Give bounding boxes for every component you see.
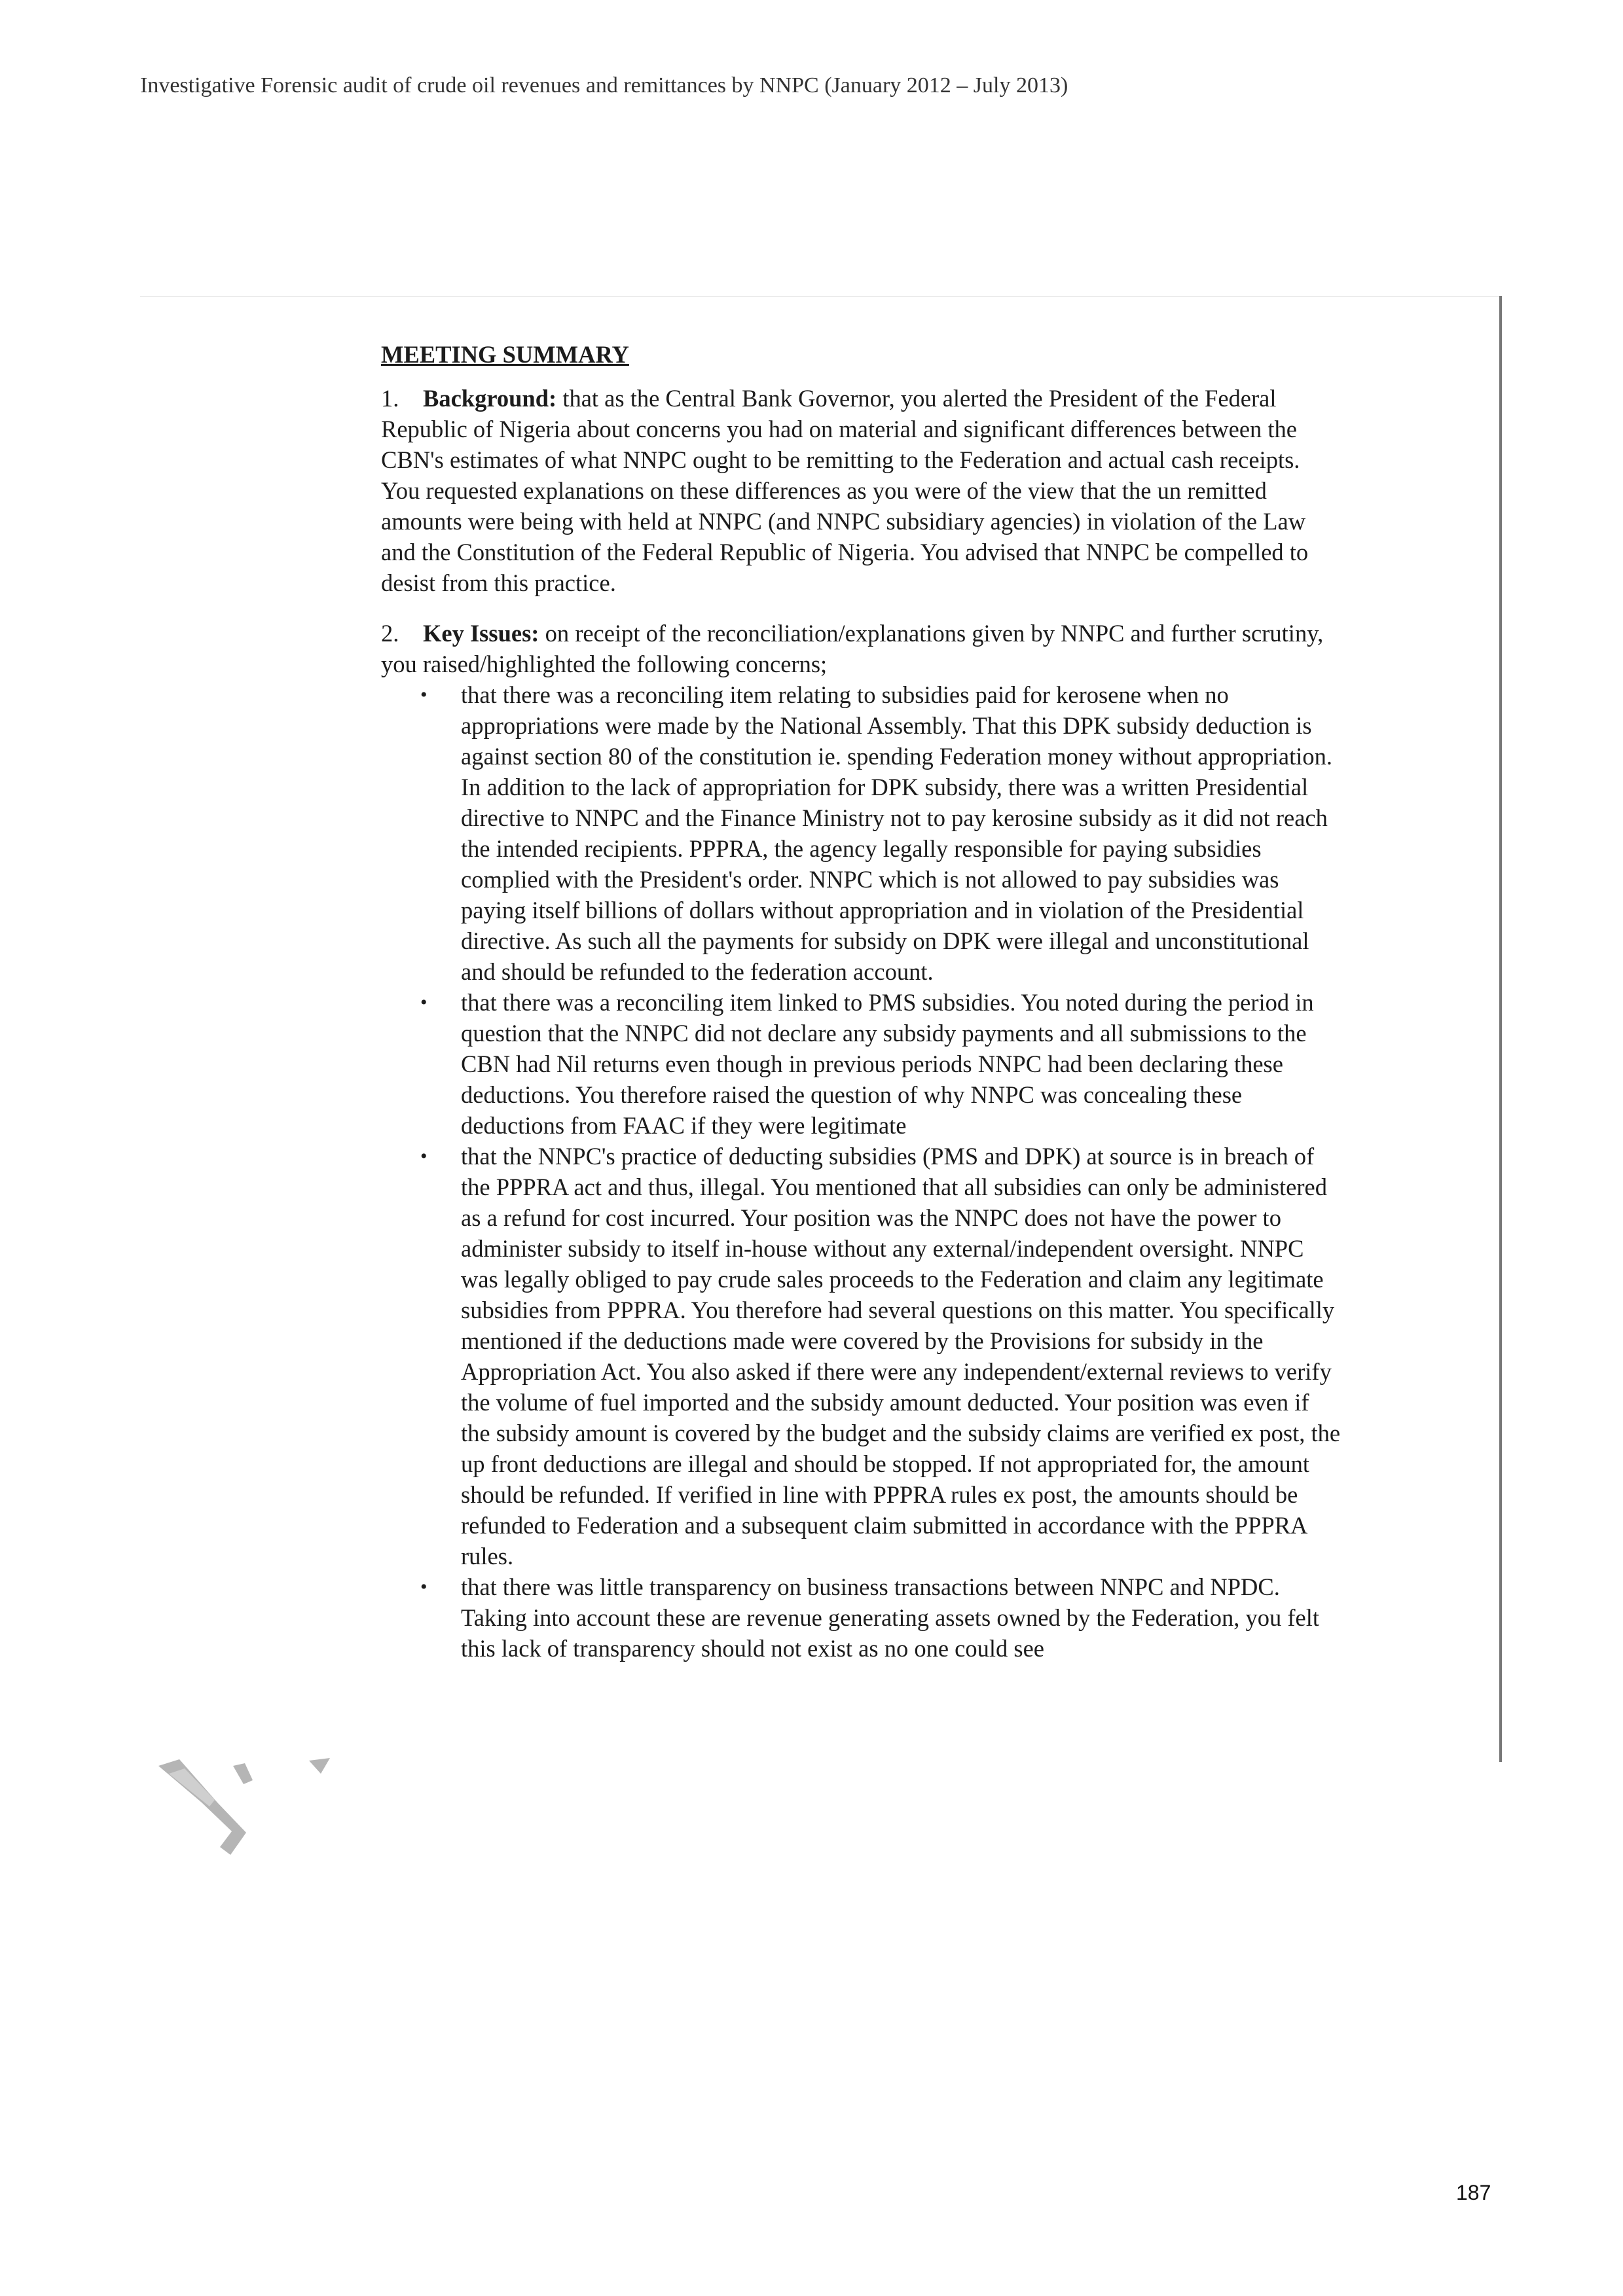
list-item-text: that there was a reconciling item relating to subsidies paid for kerosene when no appropriations were made by the National Assembly. That this DPK subsidy deduction is against section 80 of the constitution ie. spending Federation money without appropriation. In addition to the lack of appropriation for DPK subsidy, there was a written Presidential directive to NNPC and the Finance Ministry not to pay kerosine subsidy as it did not reach the intended recipients. PPPRA, the agency legally responsible for paying subsidies complied with the President's order. NNPC which is not allowed to pay subsidies was paying itself billions of dollars without appropriation and in violation of the Presidential directive. As such all the payments for subsidy on DPK were illegal and unconstitutional and should be refunded to the federation account. bbox=[461, 681, 1332, 985]
bullet-icon: • bbox=[420, 1576, 428, 1598]
list-item-text: that there was a reconciling item linked to PMS subsidies. You noted during the period in question that the NNPC did not declare any subsidy payments and all submissions to the CBN had Nil returns even though in previous periods NNPC had been declaring these deductions. You therefore raised the question of why NNPC was concealing these deductions from FAAC if they were legitimate bbox=[461, 989, 1314, 1139]
list-item-text: that the NNPC's practice of deducting subsidies (PMS and DPK) at source is in breach of the PPPRA act and thus, illegal. You mentioned that all subsidies can only be administered as a refund for cost incurred. Your position was the NNPC does not have the power to administer subsidy to itself in-house without any external/independent oversight. NNPC was legally obliged to pay crude sales proceeds to the Federation and claim any legitimate subsidies from PPPRA. You therefore had several questions on this matter. You specifically mentioned if the deductions made were covered by the Provisions for subsidy in the Appropriation Act. You also asked if there were any independent/external reviews to verify the volume of fuel imported and the subsidy amount deducted. Your position was even if the subsidy amount is covered by the budget and the subsidy claims are verified ex post, the up front deductions are illegal and should be stopped. If not appropriated for, the amount should be refunded. If verified in line with PPPRA rules ex post, the amounts should be refunded to Federation and a subsequent claim submitted in accordance with the PPPRA rules. bbox=[461, 1143, 1341, 1570]
section-number: 2. bbox=[381, 620, 399, 647]
meeting-summary-letter bbox=[381, 339, 1343, 1664]
section-text: that as the Central Bank Governor, you alerted the President of the Federal Republic of Nigeria about concerns you had on material and significant differences between the CBN's estimates of what NNPC ought to be remitting to the Federation and actual cash receipts. You requested explanations on these differences as you were of the view that the un remitted amounts were being with held at NNPC (and NNPC subsidiary agencies) in violation of the Law and the Constitution of the Federal Republic of Nigeria. You advised that NNPC be compelled to desist from this practice. bbox=[381, 385, 1309, 596]
section-key-issues bbox=[381, 618, 1343, 679]
section-label: Background: bbox=[423, 385, 557, 412]
bullet-icon: • bbox=[420, 1145, 428, 1167]
scan-top-edge bbox=[140, 296, 1499, 297]
section-background bbox=[381, 383, 1343, 598]
section-number: 1. bbox=[381, 385, 399, 412]
page-number: 187 bbox=[1456, 2181, 1491, 2204]
bullet-icon: • bbox=[420, 992, 428, 1013]
list-item bbox=[420, 987, 1343, 1141]
section-text: on receipt of the reconciliation/explanations given by NNPC and further scrutiny, you raised/highlighted the following concerns; bbox=[381, 620, 1324, 677]
running-header: Investigative Forensic audit of crude oil revenues and remittances by NNPC (January 2012 – July 2013) bbox=[140, 73, 1068, 98]
letter-heading: MEETING SUMMARY bbox=[381, 341, 629, 368]
watermark-stamp-icon bbox=[155, 1754, 338, 1859]
list-item bbox=[420, 679, 1343, 987]
scan-right-edge bbox=[1499, 296, 1502, 1762]
list-item-text: that there was little transparency on business transactions between NNPC and NPDC. Taking into account these are revenue generating assets owned by the Federation, you felt this lack of transparency should not exist as no one could see bbox=[461, 1573, 1319, 1662]
key-issues-list bbox=[381, 679, 1343, 1664]
list-item bbox=[420, 1141, 1343, 1571]
section-label: Key Issues: bbox=[423, 620, 539, 647]
bullet-icon: • bbox=[420, 684, 428, 706]
list-item bbox=[420, 1571, 1343, 1664]
